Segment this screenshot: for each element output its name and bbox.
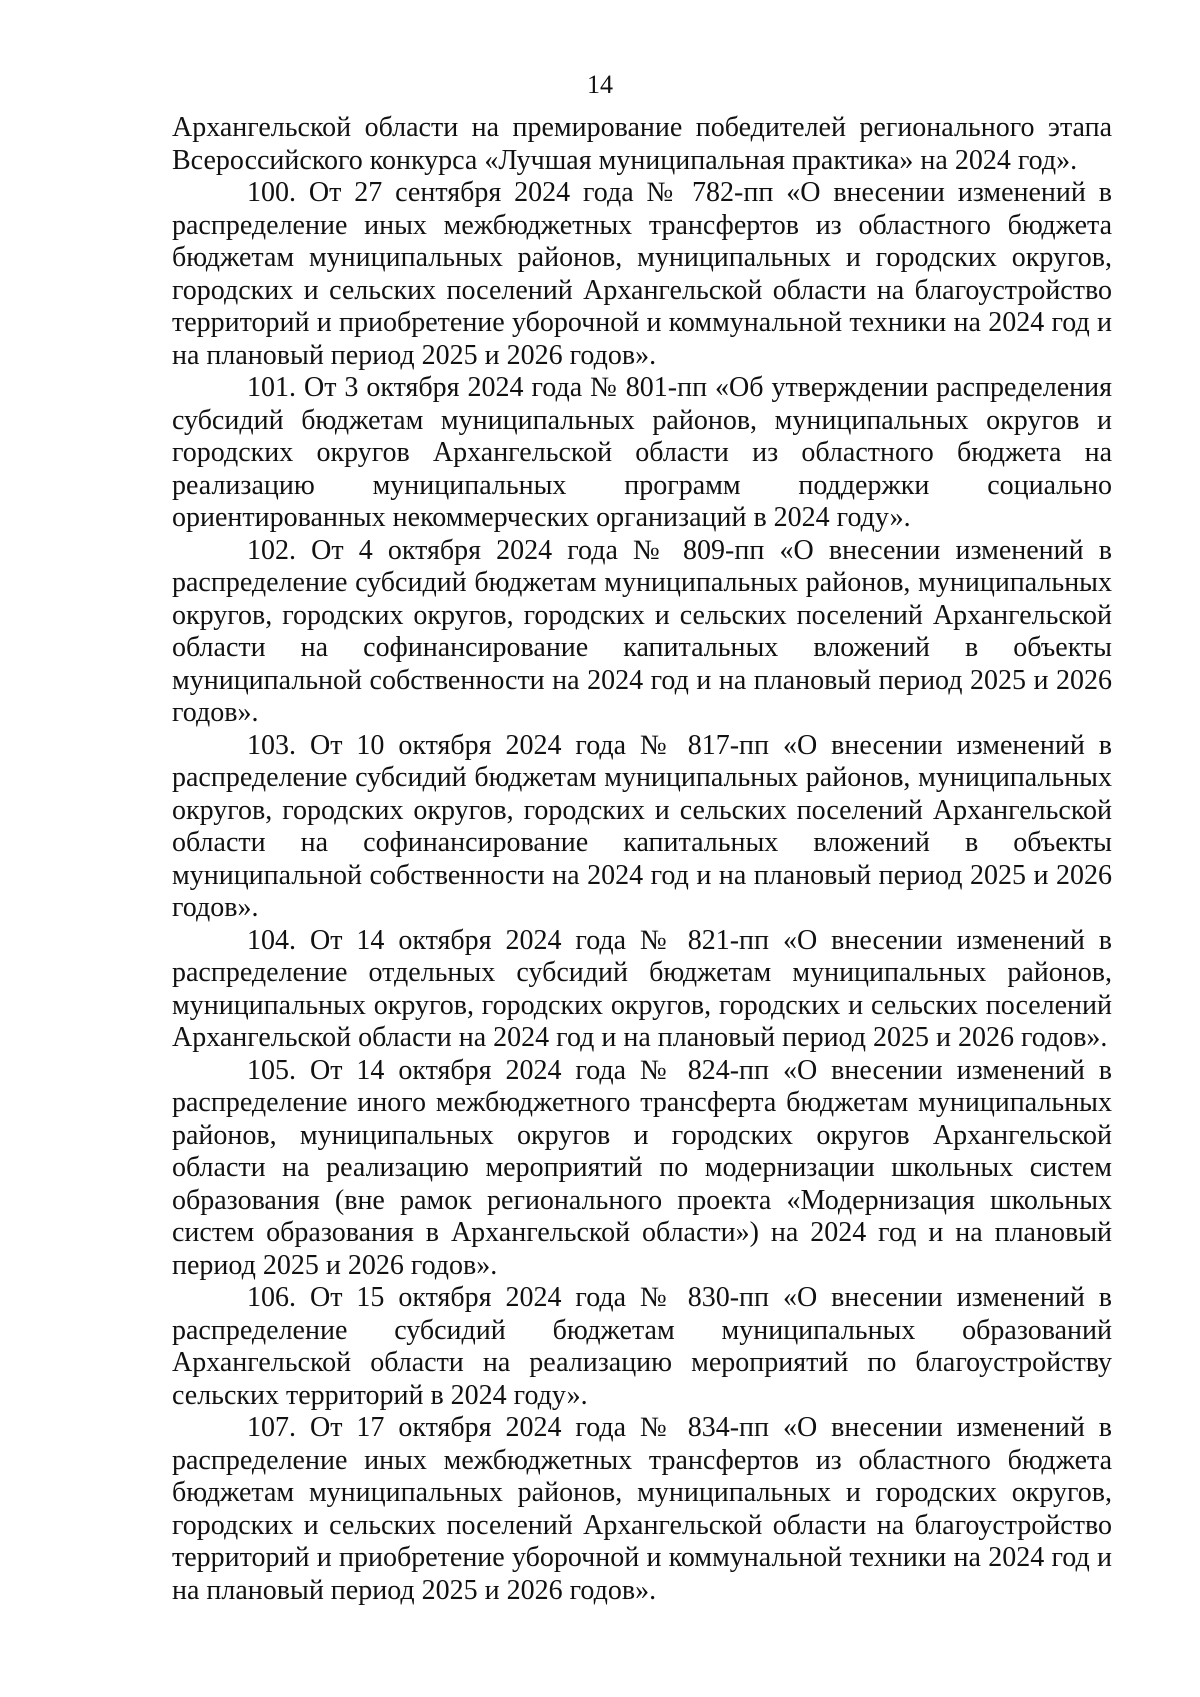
paragraph-continuation: Архангельской области на премирование победителей регионального этапа Всероссийского конкурса «Лучшая муниципальная практика» на 2024 год».	[172, 112, 1112, 176]
paragraph-item-106: 106. От 15 октября 2024 года № 830-пп «О внесении изменений в распределение субсидий бюджетам муниципальных образований Архангельской области на реализацию мероприятий по благоустройству сельских территорий в 2024 году».	[172, 1282, 1112, 1411]
paragraph-item-107: 107. От 17 октября 2024 года № 834-пп «О внесении изменений в распределение иных межбюджетных трансфертов из областного бюджета бюджетам муниципальных районов, муниципальных и городских округов, городских и сельских поселений Архангельской области на благоустройство территорий и приобретение уборочной и коммунальной техники на 2024 год и на плановый период 2025 и 2026 годов».	[172, 1412, 1112, 1606]
paragraph-item-104: 104. От 14 октября 2024 года № 821-пп «О внесении изменений в распределение отдельных субсидий бюджетам муниципальных районов, муниципальных округов, городских округов, городских и сельских поселений Архангельской области на 2024 год и на плановый период 2025 и 2026 годов».	[172, 924, 1112, 1053]
paragraph-item-100: 100. От 27 сентября 2024 года № 782-пп «О внесении изменений в распределение иных межбюджетных трансфертов из областного бюджета бюджетам муниципальных районов, муниципальных и городских округов, городских и сельских поселений Архангельской области на благоустройство территорий и приобретение уборочной и коммунальной техники на 2024 год и на плановый период 2025 и 2026 годов».	[172, 177, 1112, 371]
paragraph-item-105: 105. От 14 октября 2024 года № 824-пп «О внесении изменений в распределение иного межбюджетного трансферта бюджетам муниципальных районов, муниципальных округов и городских округов Архангельской области на реализацию мероприятий по модернизации школьных систем образования (вне рамок регионального проекта «Модернизация школьных систем образования в Архангельской области») на 2024 год и на плановый период 2025 и 2026 годов».	[172, 1054, 1112, 1281]
paragraph-item-102: 102. От 4 октября 2024 года № 809-пп «О внесении изменений в распределение субсидий бюджетам муниципальных районов, муниципальных округов, городских округов, городских и сельских поселений Архангельской области на софинансирование капитальных вложений в объекты муниципальной собственности на 2024 год и на плановый период 2025 и 2026 годов».	[172, 534, 1112, 728]
document-body	[172, 112, 1112, 1607]
paragraph-item-103: 103. От 10 октября 2024 года № 817-пп «О внесении изменений в распределение субсидий бюджетам муниципальных районов, муниципальных округов, городских округов, городских и сельских поселений Архангельской области на софинансирование капитальных вложений в объекты муниципальной собственности на 2024 год и на плановый период 2025 и 2026 годов».	[172, 729, 1112, 923]
page-number: 14	[587, 70, 613, 99]
paragraph-item-101: 101. От 3 октября 2024 года № 801-пп «Об утверждении распределения субсидий бюджетам муниципальных районов, муниципальных округов и городских округов Архангельской области из областного бюджета на реализацию муниципальных программ поддержки социально ориентированных некоммерческих организаций в 2024 году».	[172, 372, 1112, 533]
